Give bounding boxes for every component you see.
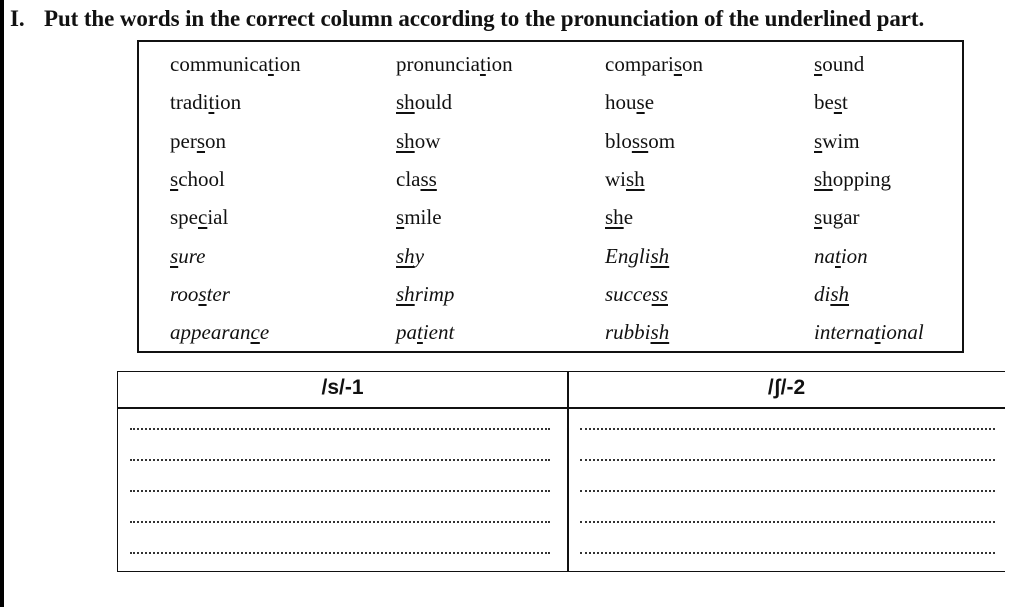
word-item bbox=[170, 88, 241, 116]
underlined-letters: sh bbox=[650, 320, 670, 344]
word-item bbox=[605, 318, 669, 346]
word-part-before: wi bbox=[605, 167, 626, 191]
underlined-letters: s bbox=[198, 282, 207, 306]
word-part-after: ient bbox=[422, 320, 455, 344]
word-item bbox=[605, 127, 675, 155]
word-part-before: tradi bbox=[170, 90, 209, 114]
underlined-letters: t bbox=[874, 320, 881, 344]
word-item bbox=[814, 280, 849, 308]
underlined-letters: s bbox=[196, 129, 206, 153]
word-part-after: opping bbox=[832, 167, 892, 191]
answer-line-s[interactable] bbox=[130, 459, 550, 461]
underlined-letters: sh bbox=[396, 282, 415, 306]
word-part-before: appearan bbox=[170, 320, 251, 344]
word-part-before: roo bbox=[170, 282, 199, 306]
word-part-before: communica bbox=[170, 52, 268, 76]
word-item bbox=[605, 280, 668, 308]
underlined-letters: sh bbox=[396, 129, 415, 153]
column-divider bbox=[567, 372, 569, 571]
exercise-instruction: Put the words in the correct column according to the pronunciation of the underlined part. bbox=[44, 6, 925, 31]
word-part-after: ional bbox=[880, 320, 924, 344]
answer-line-sh[interactable] bbox=[580, 428, 995, 430]
word-item bbox=[170, 165, 225, 193]
underlined-letters: sh bbox=[605, 205, 624, 229]
word-part-after: y bbox=[414, 244, 425, 268]
answer-line-s[interactable] bbox=[130, 552, 550, 554]
underlined-letters: ss bbox=[651, 282, 668, 306]
answer-line-s[interactable] bbox=[130, 428, 550, 430]
word-part-after: ial bbox=[207, 205, 229, 229]
answer-line-s[interactable] bbox=[130, 490, 550, 492]
word-item bbox=[814, 165, 891, 193]
word-row bbox=[139, 165, 962, 199]
underlined-letters: c bbox=[198, 205, 208, 229]
word-item bbox=[605, 242, 669, 270]
underlined-letters: t bbox=[267, 52, 274, 76]
word-item bbox=[396, 50, 513, 78]
word-part-after: chool bbox=[178, 167, 225, 191]
word-item bbox=[396, 127, 440, 155]
word-part-after: e bbox=[644, 90, 655, 114]
word-item bbox=[814, 88, 848, 116]
word-item bbox=[396, 242, 424, 270]
word-part-after: ugar bbox=[822, 205, 860, 229]
word-part-after: ound bbox=[822, 52, 865, 76]
word-part-after: ion bbox=[840, 244, 868, 268]
word-item bbox=[605, 165, 645, 193]
underlined-letters: s bbox=[814, 52, 823, 76]
word-item bbox=[396, 318, 454, 346]
underlined-letters: s bbox=[170, 167, 179, 191]
word-item bbox=[396, 280, 454, 308]
word-part-after: ure bbox=[178, 244, 206, 268]
underlined-letters: ss bbox=[631, 129, 649, 153]
underlined-letters: s bbox=[636, 90, 645, 114]
word-part-before: compari bbox=[605, 52, 674, 76]
word-part-after: mile bbox=[404, 205, 442, 229]
word-part-after: on bbox=[682, 52, 703, 76]
word-item bbox=[170, 203, 228, 231]
answer-line-sh[interactable] bbox=[580, 490, 995, 492]
word-part-before: per bbox=[170, 129, 197, 153]
word-part-before: interna bbox=[814, 320, 875, 344]
page-left-border bbox=[0, 0, 4, 607]
underlined-letters: sh bbox=[650, 244, 670, 268]
exercise-number: I. bbox=[10, 6, 25, 31]
answer-line-s[interactable] bbox=[130, 521, 550, 523]
word-part-before: pa bbox=[396, 320, 417, 344]
word-item bbox=[814, 50, 864, 78]
underlined-letters: sh bbox=[626, 167, 645, 191]
word-part-after: e bbox=[623, 205, 634, 229]
word-part-after: ion bbox=[214, 90, 242, 114]
word-row bbox=[139, 88, 962, 122]
word-part-before: blo bbox=[605, 129, 632, 153]
column-header-s: /s/-1 bbox=[321, 376, 364, 399]
word-item bbox=[814, 242, 868, 270]
word-item bbox=[170, 50, 301, 78]
underlined-letters: s bbox=[814, 129, 823, 153]
word-row bbox=[139, 127, 962, 161]
column-header-sh: /ʃ/-2 bbox=[767, 376, 806, 399]
word-part-after: rimp bbox=[414, 282, 455, 306]
answer-line-sh[interactable] bbox=[580, 521, 995, 523]
word-item bbox=[814, 127, 860, 155]
underlined-letters: sh bbox=[396, 244, 415, 268]
underlined-letters: s bbox=[814, 205, 823, 229]
word-part-before: Engli bbox=[605, 244, 651, 268]
word-row bbox=[139, 203, 962, 237]
word-item bbox=[605, 50, 703, 78]
underlined-letters: s bbox=[170, 244, 179, 268]
word-box bbox=[137, 40, 964, 353]
answer-line-sh[interactable] bbox=[580, 459, 995, 461]
underlined-letters: sh bbox=[830, 282, 850, 306]
word-item bbox=[814, 318, 924, 346]
word-part-after: e bbox=[259, 320, 270, 344]
word-part-after: on bbox=[205, 129, 227, 153]
word-item bbox=[170, 127, 226, 155]
header-divider bbox=[118, 407, 1005, 409]
underlined-letters: ss bbox=[420, 167, 437, 191]
word-item bbox=[170, 242, 205, 270]
word-item bbox=[170, 318, 269, 346]
word-part-after: ow bbox=[414, 129, 441, 153]
underlined-letters: t bbox=[479, 52, 486, 76]
word-part-after: ould bbox=[414, 90, 453, 114]
word-part-before: di bbox=[814, 282, 831, 306]
word-part-before: hou bbox=[605, 90, 637, 114]
word-part-after: wim bbox=[822, 129, 860, 153]
underlined-letters: s bbox=[396, 205, 405, 229]
word-part-before: cla bbox=[396, 167, 421, 191]
word-item bbox=[396, 165, 437, 193]
answer-line-sh[interactable] bbox=[580, 552, 995, 554]
word-part-after: t bbox=[842, 90, 848, 114]
word-part-before: pronuncia bbox=[396, 52, 480, 76]
word-part-before: be bbox=[814, 90, 834, 114]
underlined-letters: t bbox=[835, 244, 841, 268]
word-part-before: na bbox=[814, 244, 835, 268]
underlined-letters: c bbox=[250, 320, 260, 344]
word-row bbox=[139, 280, 962, 314]
word-item bbox=[396, 88, 452, 116]
word-part-before: rubbi bbox=[605, 320, 651, 344]
word-part-after: ion bbox=[273, 52, 301, 76]
word-item bbox=[396, 203, 442, 231]
word-item bbox=[605, 203, 633, 231]
word-item bbox=[814, 203, 860, 231]
word-row bbox=[139, 318, 962, 352]
word-row bbox=[139, 242, 962, 276]
underlined-letters: s bbox=[673, 52, 682, 76]
underlined-letters: t bbox=[417, 320, 423, 344]
word-part-after: ter bbox=[206, 282, 230, 306]
word-item bbox=[605, 88, 654, 116]
exercise-heading bbox=[10, 6, 1022, 32]
word-item bbox=[170, 280, 230, 308]
word-row bbox=[139, 50, 962, 84]
underlined-letters: sh bbox=[814, 167, 833, 191]
word-part-before: succe bbox=[605, 282, 652, 306]
word-part-after: om bbox=[648, 129, 676, 153]
underlined-letters: s bbox=[833, 90, 843, 114]
answer-table bbox=[117, 371, 1005, 572]
underlined-letters: sh bbox=[396, 90, 415, 114]
word-part-before: spe bbox=[170, 205, 198, 229]
word-part-after: ion bbox=[485, 52, 513, 76]
underlined-letters: t bbox=[208, 90, 215, 114]
